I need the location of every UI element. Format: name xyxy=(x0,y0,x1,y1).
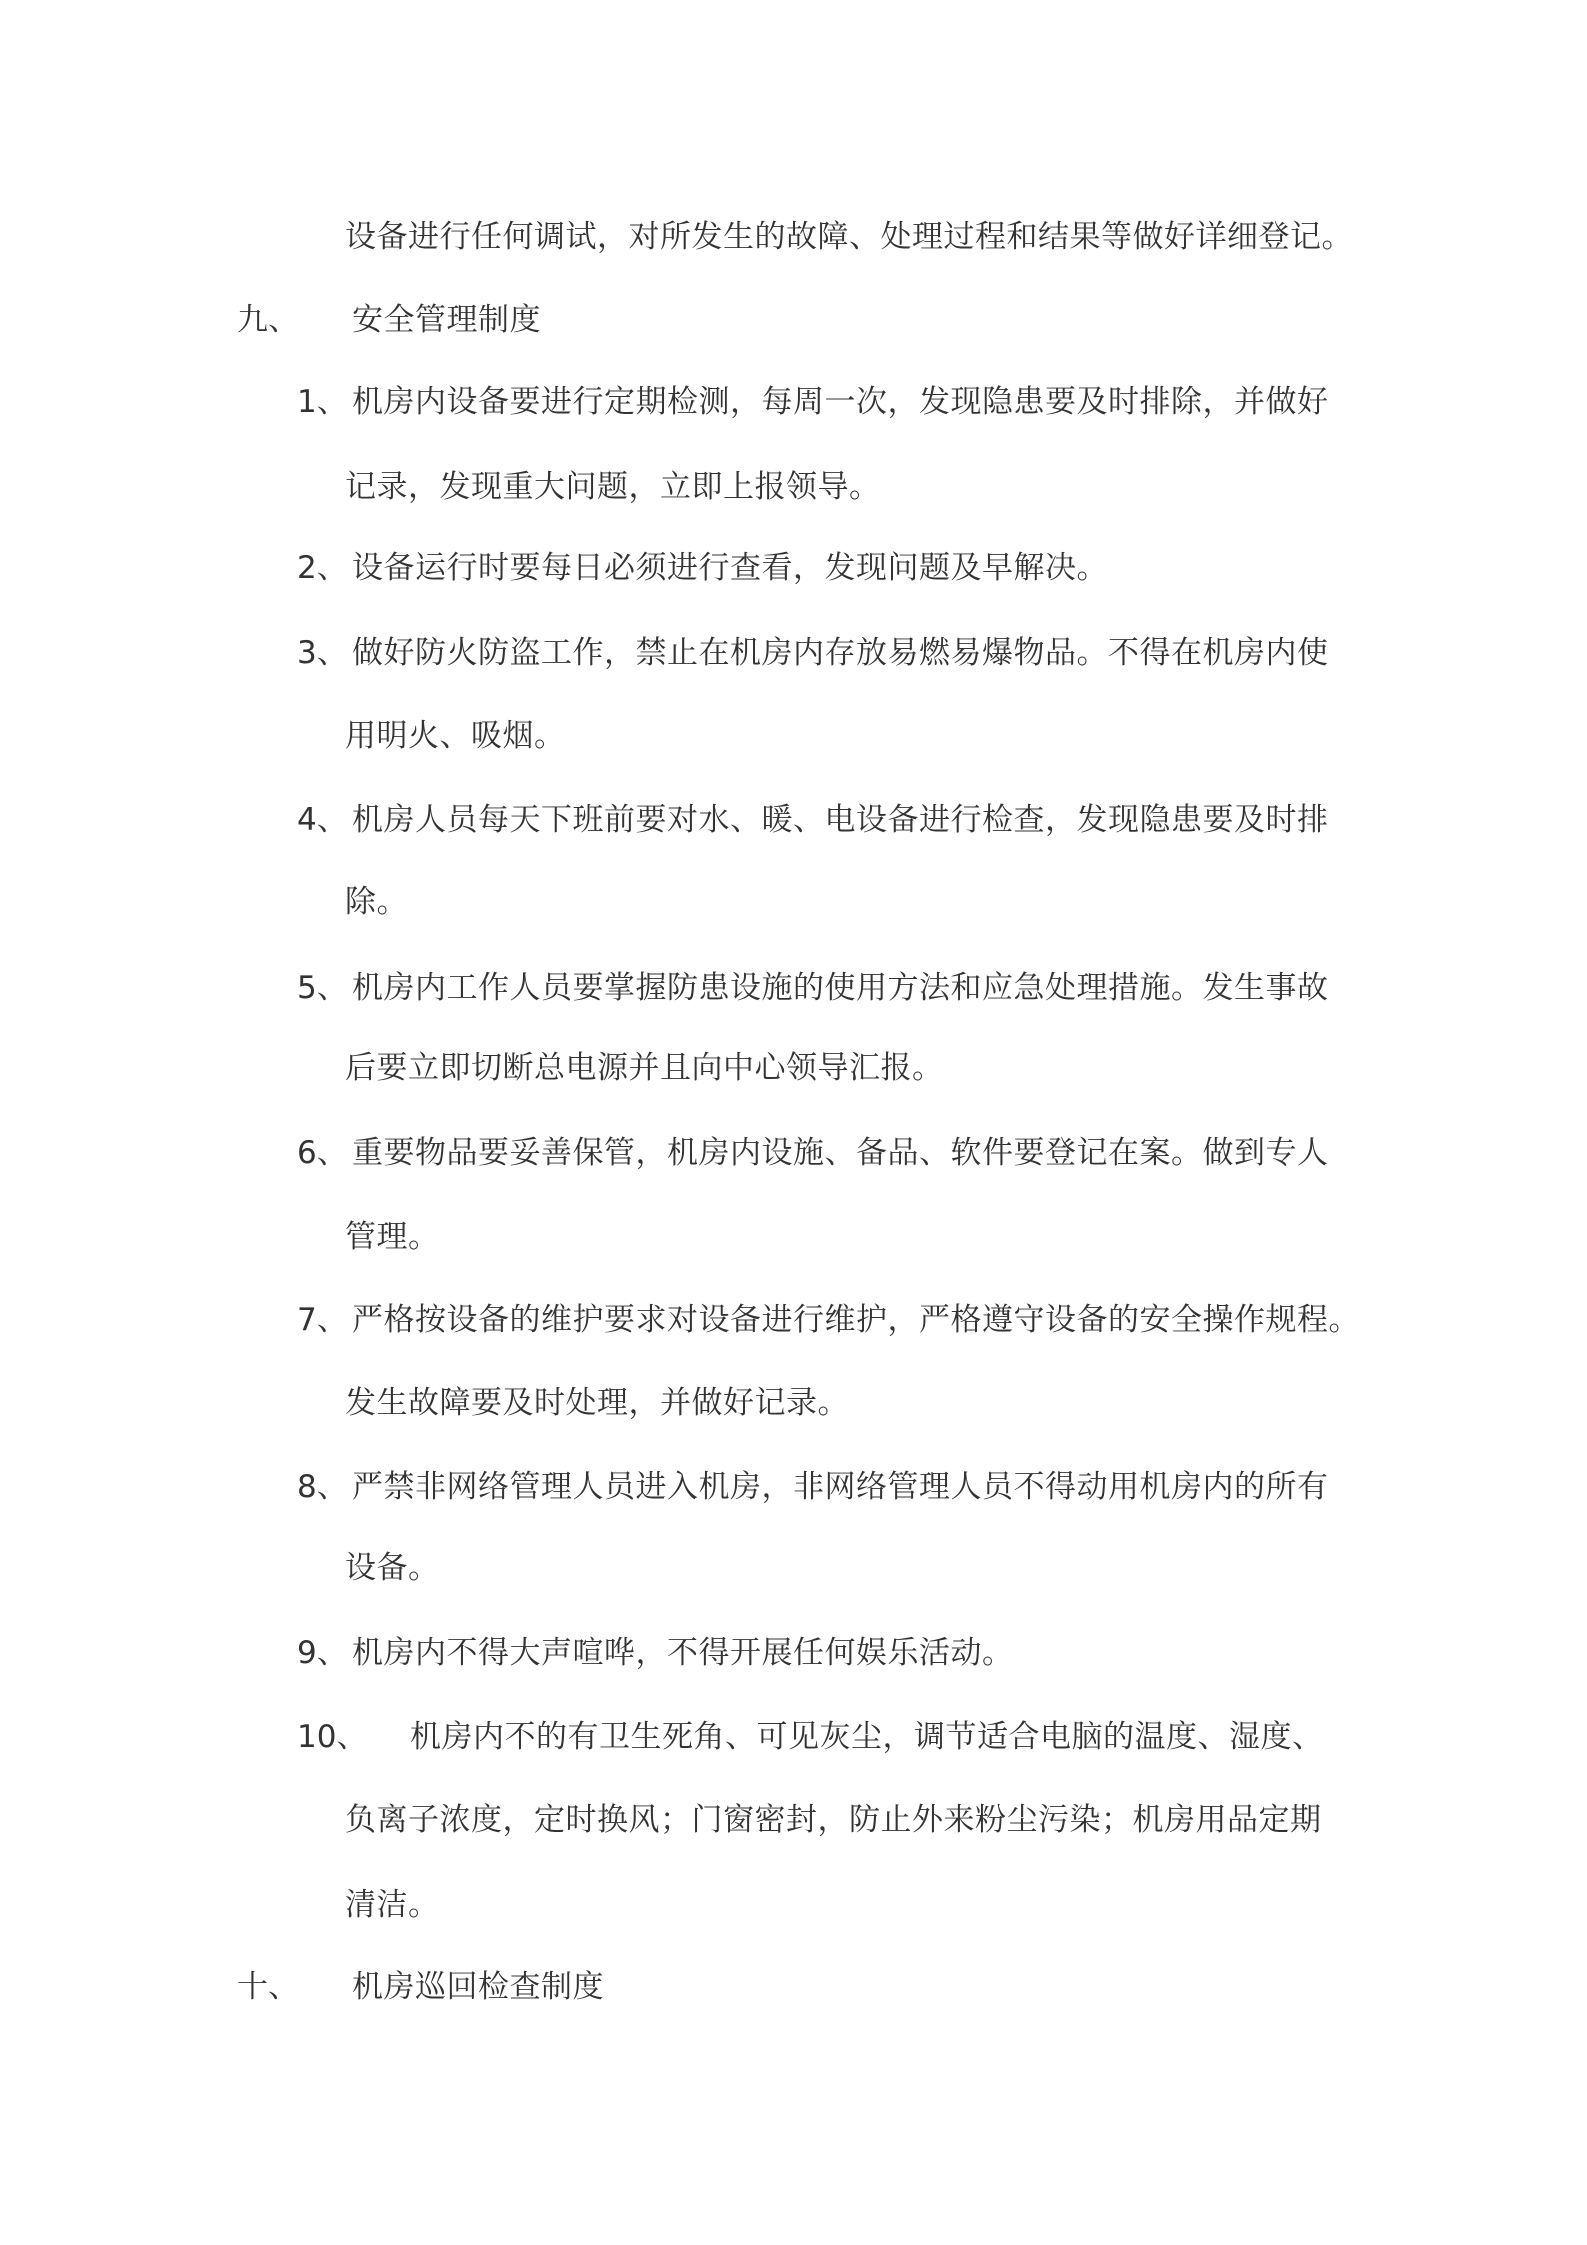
list-item-number: 10、 xyxy=(297,1719,368,1755)
section-number: 十、 xyxy=(237,1969,299,2005)
list-item-number: 4、 xyxy=(297,802,348,838)
list-item-text-continuation: 后要立即切断总电源并且向中心领导汇报。 xyxy=(345,1050,944,1086)
list-item-text-continuation: 设备。 xyxy=(345,1550,440,1586)
list-item-number: 2、 xyxy=(297,550,348,586)
list-item-text: 机房内不得大声喧哗，不得开展任何娱乐活动。 xyxy=(352,1635,1014,1671)
list-item-number: 9、 xyxy=(297,1635,348,1671)
list-item-text: 机房人员每天下班前要对水、暖、电设备进行检查，发现隐患要及时排 xyxy=(352,802,1329,838)
list-item-number: 7、 xyxy=(297,1302,348,1338)
list-item-text-continuation: 负离子浓度，定时换风；门窗密封，防止外来粉尘污染；机房用品定期 xyxy=(345,1802,1322,1838)
list-item-text: 做好防火防盗工作，禁止在机房内存放易燃易爆物品。不得在机房内使 xyxy=(352,635,1329,671)
list-item-text: 机房内设备要进行定期检测，每周一次，发现隐患要及时排除，并做好 xyxy=(352,384,1329,420)
list-item-number: 1、 xyxy=(297,384,348,420)
list-item-number: 5、 xyxy=(297,970,348,1006)
list-item-text: 机房内不的有卫生死角、可见灰尘，调节适合电脑的温度、湿度、 xyxy=(410,1719,1324,1755)
list-item-text-continuation: 除。 xyxy=(345,884,408,920)
list-item-number: 3、 xyxy=(297,635,348,671)
list-item-text: 机房内工作人员要掌握防患设施的使用方法和应急处理措施。发生事故 xyxy=(352,970,1329,1006)
list-item-text: 设备运行时要每日必须进行查看，发现问题及早解决。 xyxy=(352,550,1108,586)
section-title: 机房巡回检查制度 xyxy=(352,1969,604,2005)
list-item-text-continuation: 管理。 xyxy=(345,1219,440,1255)
list-item-text-continuation: 用明火、吸烟。 xyxy=(345,718,566,754)
list-item-text: 严格按设备的维护要求对设备进行维护，严格遵守设备的安全操作规程。 xyxy=(352,1302,1360,1338)
list-item-text: 严禁非网络管理人员进入机房，非网络管理人员不得动用机房内的所有 xyxy=(352,1469,1329,1505)
list-item-text-continuation: 发生故障要及时处理，并做好记录。 xyxy=(345,1385,849,1421)
list-item-number: 6、 xyxy=(297,1135,348,1171)
section-number: 九、 xyxy=(237,302,299,338)
list-item-text-continuation: 清洁。 xyxy=(345,1887,440,1923)
list-item-number: 8、 xyxy=(297,1469,348,1505)
list-item-text-continuation: 记录，发现重大问题，立即上报领导。 xyxy=(345,469,881,505)
list-item-text: 重要物品要妥善保管，机房内设施、备品、软件要登记在案。做到专人 xyxy=(352,1135,1329,1171)
continuation-paragraph: 设备进行任何调试，对所发生的故障、处理过程和结果等做好详细登记。 xyxy=(345,219,1353,255)
section-title: 安全管理制度 xyxy=(352,302,541,338)
